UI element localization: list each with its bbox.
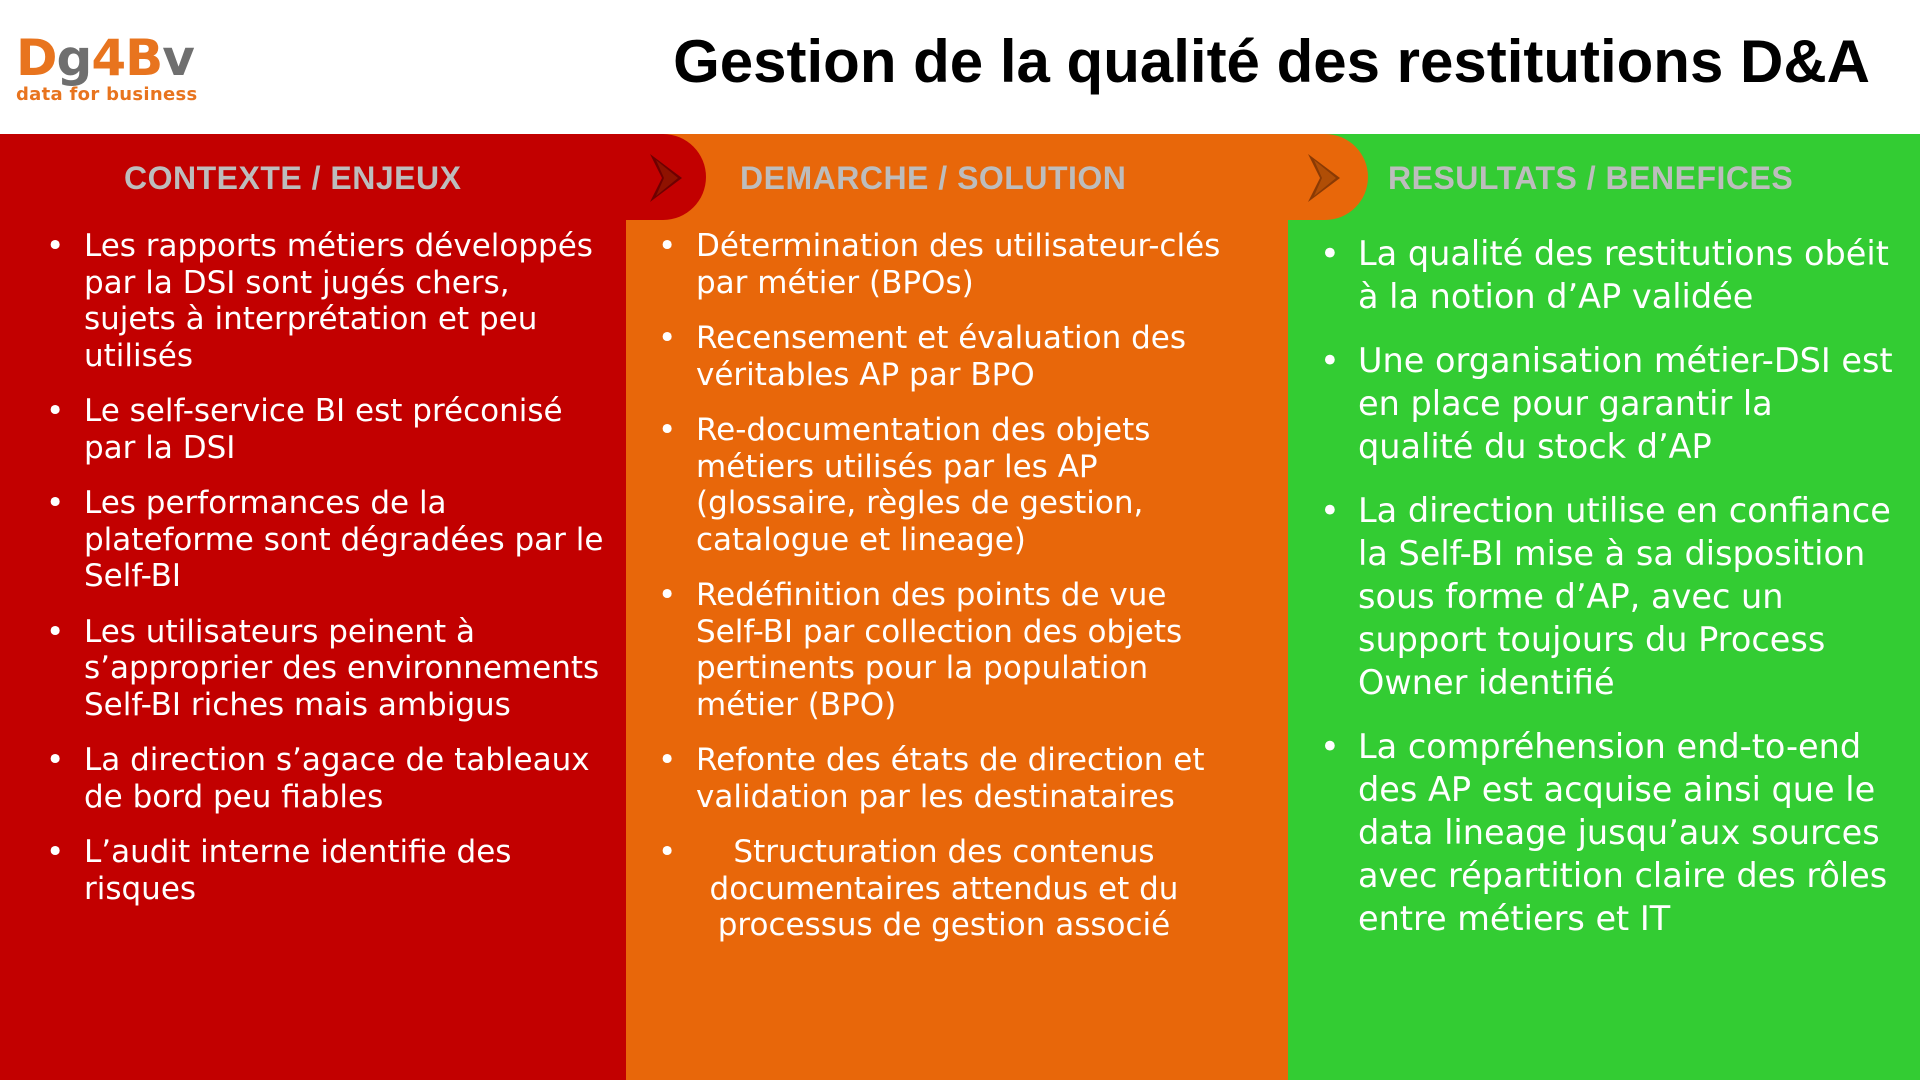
list-item: • Refonte des états de direction et validation par les destinataires [696, 742, 1236, 815]
list-item: • L’audit interne identifie des risques [84, 834, 604, 907]
column-heading-results: RESULTATS / BENEFICES [1388, 160, 1794, 196]
list-item: • Recensement et évaluation des véritables AP par BPO [696, 320, 1236, 393]
logo-letter-d: D [16, 29, 57, 87]
list-item: • Les rapports métiers développés par la DSI sont jugés chers, sujets à interprétation et peu utilisés [84, 228, 604, 374]
logo-letter-g: g [56, 29, 92, 87]
list-item: • Les performances de la plateforme sont dégradées par le Self-BI [84, 485, 604, 595]
context-list [84, 228, 604, 926]
list-item: • Détermination des utilisateur-clés par métier (BPOs) [696, 228, 1236, 301]
results-list [1358, 232, 1898, 961]
logo-letter-v: v [162, 29, 194, 87]
list-item: • Les utilisateurs peinent à s’approprier des environnements Self-BI riches mais ambigus [84, 614, 604, 724]
list-item: • Le self-service BI est préconisé par la DSI [84, 393, 604, 466]
list-item: • La compréhension end-to-end des AP est acquise ainsi que le data lineage jusqu’aux sources avec répartition claire des rôles entre métiers et IT [1358, 725, 1898, 940]
list-item: • La qualité des restitutions obéit à la notion d’AP validée [1358, 232, 1898, 318]
company-logo [16, 30, 198, 105]
column-heading-context: CONTEXTE / ENJEUX [124, 160, 462, 196]
list-item: • Une organisation métier-DSI est en place pour garantir la qualité du stock d’AP [1358, 339, 1898, 468]
list-item: • Structuration des contenus documentaires attendus et du processus de gestion associé [696, 834, 1192, 944]
column-heading-approach: DEMARCHE / SOLUTION [740, 160, 1127, 196]
list-item: • La direction s’agace de tableaux de bord peu fiables [84, 742, 604, 815]
logo-wordmark [16, 30, 198, 86]
list-item: • Redéfinition des points de vue Self-BI par collection des objets pertinents pour la population métier (BPO) [696, 577, 1236, 723]
approach-list [696, 228, 1236, 963]
page-title: Gestion de la qualité des restitutions D&A [673, 28, 1870, 95]
list-item: • La direction utilise en confiance la Self-BI mise à sa disposition sous forme d’AP, avec un support toujours du Process Owner identifié [1358, 489, 1898, 704]
logo-tagline: data for business [16, 84, 198, 105]
chevron-right-icon [648, 152, 692, 204]
list-item: • Re-documentation des objets métiers utilisés par les AP (glossaire, règles de gestion, catalogue et lineage) [696, 412, 1236, 558]
logo-letters-4b: 4B [91, 29, 163, 87]
chevron-right-icon [1306, 152, 1350, 204]
